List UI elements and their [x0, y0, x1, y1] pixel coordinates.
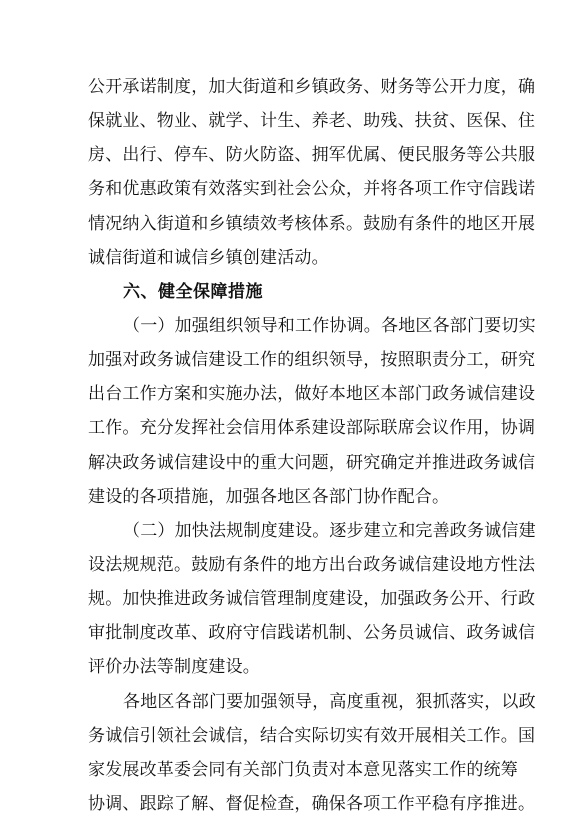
para1-line-4: 务和优惠政策有效落实到社会公众，并将各项工作守信践诺 [88, 179, 536, 199]
para2-line-1: （一）加强组织领导和工作协调。各地区各部门要切实 [123, 316, 536, 336]
para1-line-5: 情况纳入街道和乡镇绩效考核体系。鼓励有条件的地区开展 [88, 214, 536, 234]
para3-line-3: 规。加快推进政务诚信管理制度建设，加强政务公开、行政 [88, 589, 536, 609]
para2-line-4: 工作。充分发挥社会信用体系建设部际联席会议作用，协调 [88, 418, 536, 438]
para4-line-1: 各地区各部门要加强领导，高度重视，狠抓落实，以政 [123, 692, 536, 712]
para1-line-3: 房、出行、停车、防火防盗、拥军优属、便民服务等公共服 [88, 145, 536, 165]
para2-line-5: 解决政务诚信建设中的重大问题，研究确定并推进政务诚信 [88, 453, 536, 473]
para3-line-4: 审批制度改革、政府守信践诺机制、公务员诚信、政务诚信 [88, 623, 536, 643]
para2-line-2: 加强对政务诚信建设工作的组织领导，按照职责分工，研究 [88, 350, 536, 370]
section-heading-6: 六、健全保障措施 [123, 282, 263, 302]
para2-line-6: 建设的各项措施，加强各地区各部门协作配合。 [88, 487, 450, 507]
para1-line-6: 诚信街道和诚信乡镇创建活动。 [88, 248, 329, 268]
para3-line-5: 评价办法等制度建设。 [88, 657, 260, 677]
para4-line-3: 家发展改革委会同有关部门负责对本意见落实工作的统筹 [88, 760, 518, 780]
para4-line-4: 协调、跟踪了解、督促检查，确保各项工作平稳有序推进。 [88, 794, 536, 814]
para3-line-2: 设法规规范。鼓励有条件的地方出台政务诚信建设地方性法 [88, 555, 536, 575]
para2-line-3: 出台工作方案和实施办法，做好本地区本部门政务诚信建设 [88, 384, 536, 404]
para1-line-1: 公开承诺制度，加大街道和乡镇政务、财务等公开力度，确 [88, 77, 536, 97]
para3-line-1: （二）加快法规制度建设。逐步建立和完善政务诚信建 [123, 521, 536, 541]
para1-line-2: 保就业、物业、就学、计生、养老、助残、扶贫、医保、住 [88, 111, 536, 131]
para4-line-2: 务诚信引领社会诚信，结合实际切实有效开展相关工作。国 [88, 726, 536, 746]
